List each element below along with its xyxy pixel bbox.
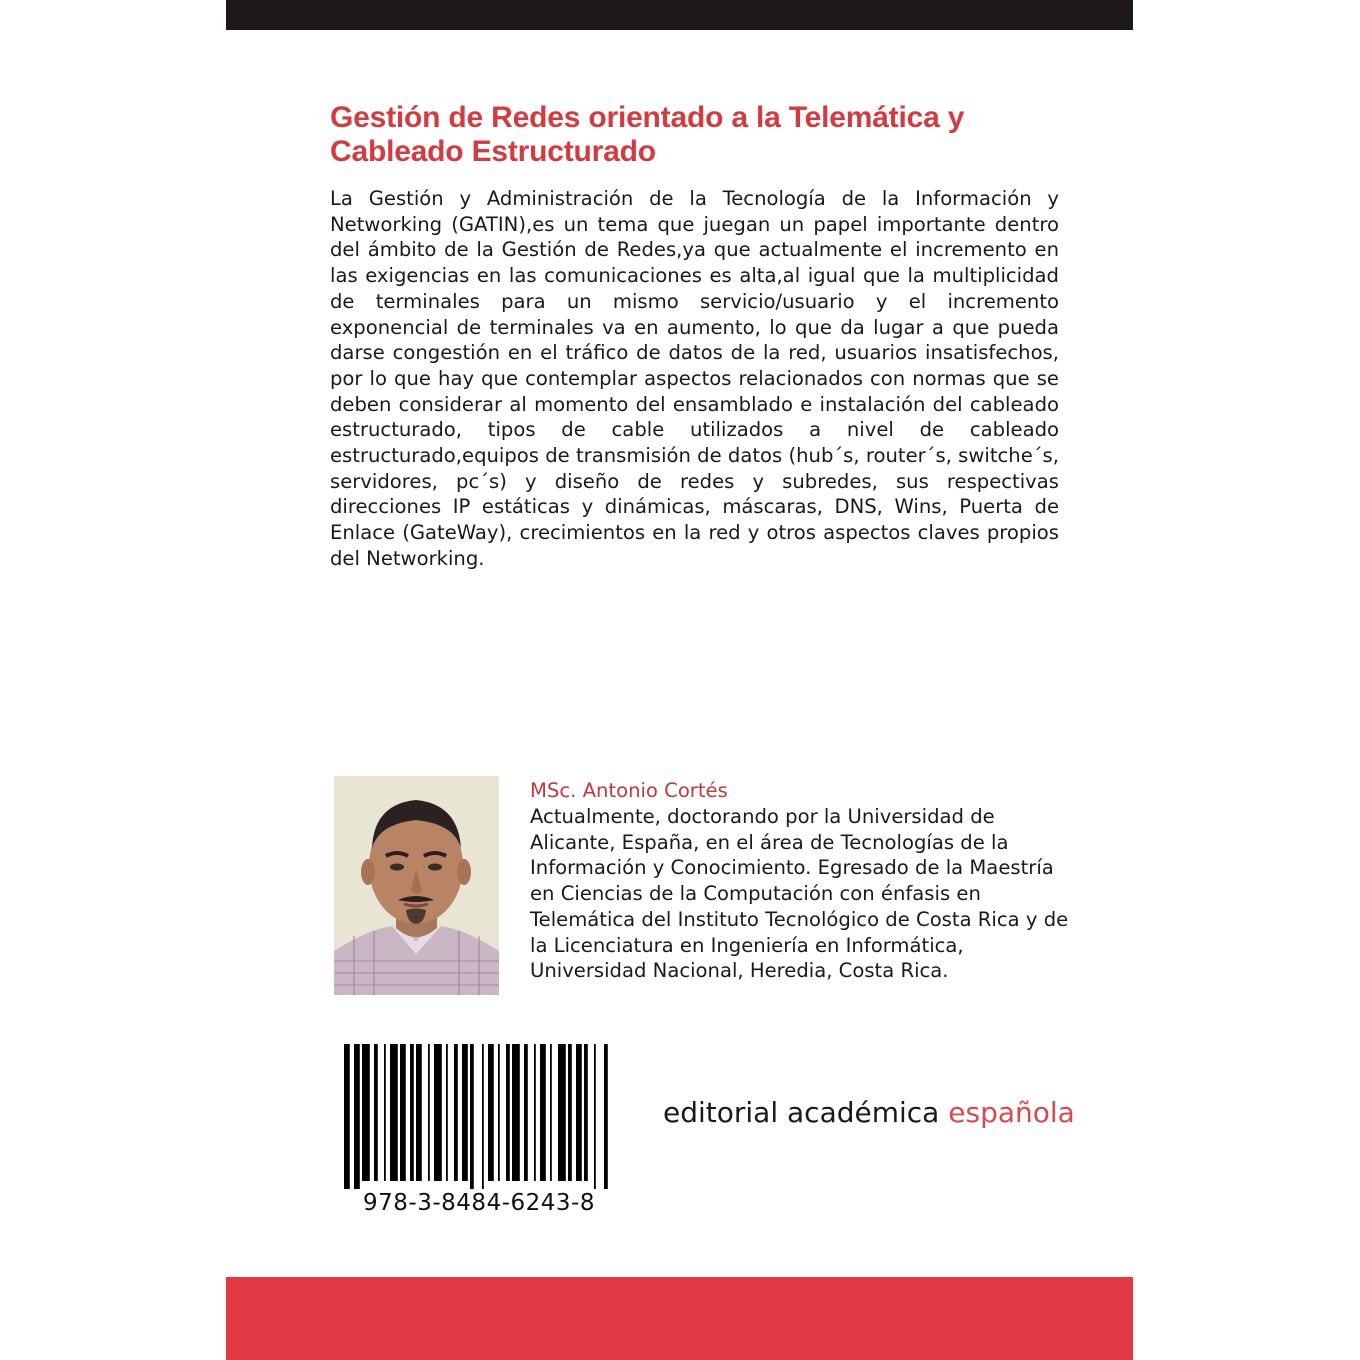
barcode-bar — [576, 1044, 582, 1181]
author-portrait-icon — [334, 776, 499, 995]
barcode-bar — [604, 1044, 608, 1189]
barcode-bar — [550, 1044, 552, 1181]
barcode-bar — [568, 1044, 572, 1181]
barcode-bar — [374, 1044, 378, 1181]
barcode-bars — [344, 1044, 614, 1189]
barcode-bar — [344, 1044, 350, 1189]
barcode-bar — [594, 1044, 596, 1189]
barcode-bar — [512, 1044, 520, 1181]
barcode-bar — [482, 1044, 484, 1189]
isbn-barcode — [334, 1040, 614, 1230]
barcode-bar — [506, 1044, 510, 1181]
barcode-bar — [390, 1044, 398, 1181]
barcode-bar — [434, 1044, 442, 1181]
barcode-bar — [362, 1044, 370, 1181]
barcode-bar — [428, 1044, 430, 1181]
book-back-cover — [226, 0, 1133, 1360]
bottom-color-band — [226, 1277, 1133, 1360]
barcode-bar — [488, 1044, 494, 1181]
barcode-bar — [524, 1044, 528, 1181]
barcode-bar — [470, 1044, 474, 1189]
barcode-bar — [498, 1044, 500, 1181]
barcode-bar — [584, 1044, 588, 1181]
barcode-bar — [416, 1044, 422, 1181]
book-description: La Gestión y Administración de la Tecnología de la Información y Networking (GATIN),es un tema que juegan un papel importante dentro del ámbito de la Gestión de Redes,ya que actualmente el incremento en las exigencias en las comunicaciones es alta,al igual que la multiplicidad de terminales para un mismo servicio/usuario y el incremento exponencial de terminales va en aumento, lo que da lugar a que pueda darse congestión en el tráfico de datos de la red, usuarios insatisfechos, por lo que hay que contemplar aspectos relacionados con normas que se deben considerar al momento del ensamblado e instalación del cableado estructurado, tipos de cable utilizados a nivel de cableado estructurado,equipos de transmisión de datos (hub´s, router´s, switche´s, servidores, pc´s) y diseño de redes y subredes, sus respectivas direcciones IP estáticas y dinámicas, máscaras, DNS, Wins, Puerta de Enlace (GateWay), crecimientos en la red y otros aspectos claves propios del Networking. — [330, 187, 1059, 570]
barcode-bar — [400, 1044, 406, 1181]
book-title: Gestión de Redes orientado a la Telemática y Cableado Estructurado — [330, 101, 965, 168]
author-photo — [334, 776, 499, 995]
publisher-name-accent: española — [948, 1096, 1075, 1129]
publisher-logo — [663, 1093, 1075, 1133]
barcode-bar — [410, 1044, 414, 1181]
barcode-bar — [558, 1044, 566, 1181]
publisher-name-main: editorial académica — [663, 1096, 940, 1129]
barcode-bar — [540, 1044, 546, 1181]
author-bio: Actualmente, doctorando por la Universidad de Alicante, España, en el área de Tecnologías de la Información y Conocimiento. Egresado de la Maestría en Ciencias de la Computación con énfasis en Telemática del Instituto Tecnológico de Costa Rica y de la Licenciatura en Ingeniería en Informática, Universidad Nacional, Heredia, Costa Rica. — [530, 805, 1069, 983]
barcode-bar — [384, 1044, 386, 1181]
barcode-bar — [454, 1044, 458, 1181]
barcode-bar — [354, 1044, 360, 1189]
author-name: MSc. Antonio Cortés — [530, 779, 728, 802]
barcode-bar — [462, 1044, 468, 1181]
barcode-bar — [446, 1044, 448, 1181]
barcode-bar — [534, 1044, 536, 1181]
top-color-band — [226, 0, 1133, 30]
isbn-number: 978-3-8484-6243-8 — [363, 1190, 595, 1216]
